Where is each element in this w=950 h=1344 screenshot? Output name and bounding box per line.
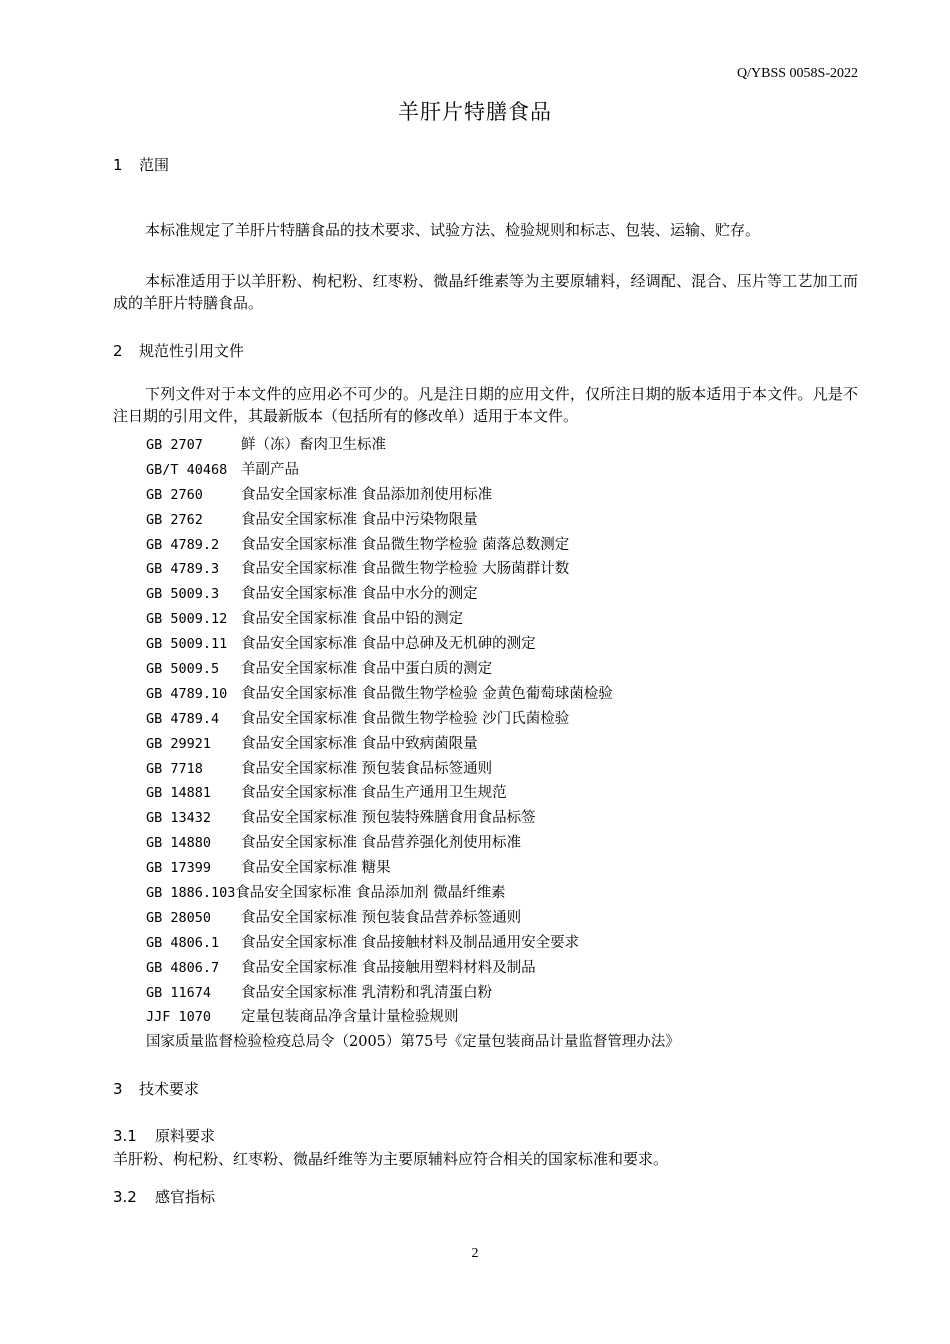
- reference-item: [146, 508, 680, 533]
- reference-title: 食品安全国家标准 食品微生物学检验 沙门氏菌检验: [241, 710, 570, 727]
- reference-title: 食品安全国家标准 食品添加剂使用标准: [241, 486, 493, 503]
- section-number: 3: [113, 1080, 123, 1098]
- subsection-heading-raw-materials: [113, 1125, 215, 1146]
- reference-title: 食品安全国家标准 食品生产通用卫生规范: [241, 785, 507, 802]
- reference-code: GB 5009.5: [146, 661, 220, 678]
- reference-code: GB/T 40468: [146, 461, 228, 478]
- reference-item: [146, 1030, 680, 1055]
- reference-code: JJF 1070: [146, 1009, 212, 1026]
- section-number: 1: [113, 156, 123, 174]
- reference-title: 食品安全国家标准 预包装特殊膳食用食品标签: [241, 810, 536, 827]
- subsection-heading-sensory: [113, 1186, 215, 1207]
- document-code: Q/YBSS 0058S-2022: [737, 66, 858, 81]
- reference-title: 食品安全国家标准 预包装食品营养标签通则: [241, 909, 522, 926]
- reference-title: 食品安全国家标准 食品中蛋白质的测定: [241, 661, 493, 678]
- reference-title: 食品安全国家标准 食品微生物学检验 金黄色葡萄球菌检验: [241, 685, 613, 702]
- reference-code: GB 4789.10: [146, 685, 228, 702]
- references-intro: 下列文件对于本文件的应用必不可少的。凡是注日期的应用文件，仅所注日期的版本适用于本文件。凡是不注日期的引用文件，其最新版本（包括所有的修改单）适用于本文件。: [113, 385, 858, 425]
- reference-item: [146, 557, 680, 582]
- reference-code: GB 29921: [146, 735, 212, 752]
- reference-item: [146, 831, 680, 856]
- reference-code: GB 2760: [146, 486, 203, 503]
- reference-item: [146, 632, 680, 657]
- reference-code: GB 1886.103: [146, 885, 236, 902]
- document-title: 羊肝片特膳食品: [398, 100, 552, 124]
- raw-materials-text: 羊肝粉、枸杞粉、红枣粉、微晶纤维等为主要原辅料应符合相关的国家标准和要求。: [113, 1150, 669, 1168]
- reference-title: 定量包装商品净含量计量检验规则: [241, 1009, 459, 1026]
- subsection-title: 感官指标: [155, 1188, 216, 1206]
- reference-item: [146, 856, 680, 881]
- reference-title: 食品安全国家标准 食品中致病菌限量: [241, 735, 478, 752]
- reference-code: GB 17399: [146, 860, 212, 877]
- reference-item: [146, 582, 680, 607]
- reference-item: [146, 657, 680, 682]
- reference-code: GB 4789.3: [146, 561, 220, 578]
- section-number: 2: [113, 342, 123, 360]
- reference-title: 食品安全国家标准 食品微生物学检验 菌落总数测定: [241, 536, 570, 553]
- reference-item: [146, 881, 680, 906]
- reference-item: [146, 533, 680, 558]
- reference-item: [146, 981, 680, 1006]
- reference-title: 食品安全国家标准 糖果: [241, 860, 391, 877]
- reference-title: 食品安全国家标准 食品中铅的测定: [241, 611, 464, 628]
- reference-code: GB 5009.11: [146, 636, 228, 653]
- reference-item: [146, 458, 680, 483]
- subsection-number: 3.1: [113, 1127, 137, 1145]
- reference-item: [146, 906, 680, 931]
- reference-code: GB 4806.7: [146, 959, 220, 976]
- reference-title: 食品安全国家标准 食品营养强化剂使用标准: [241, 835, 522, 852]
- section-heading-references: [113, 340, 244, 361]
- reference-title: 食品安全国家标准 食品接触用塑料材料及制品: [241, 959, 536, 976]
- section-title: 范围: [139, 156, 170, 174]
- reference-title: 国家质量监督检验检疫总局令（2005）第75号《定量包装商品计量监督管理办法》: [146, 1034, 680, 1051]
- reference-code: GB 4789.2: [146, 536, 220, 553]
- reference-title: 食品安全国家标准 食品中水分的测定: [241, 586, 478, 603]
- reference-code: GB 4789.4: [146, 710, 220, 727]
- reference-code: GB 2762: [146, 511, 203, 528]
- reference-code: GB 13432: [146, 810, 212, 827]
- reference-code: GB 11674: [146, 984, 212, 1001]
- section-title: 规范性引用文件: [139, 342, 245, 360]
- scope-paragraph-1: 本标准规定了羊肝片特膳食品的技术要求、试验方法、检验规则和标志、包装、运输、贮存。: [145, 221, 761, 239]
- reference-item: [146, 433, 680, 458]
- reference-code: GB 7718: [146, 760, 203, 777]
- subsection-title: 原料要求: [155, 1127, 216, 1145]
- page-number: 2: [471, 1246, 479, 1261]
- reference-code: GB 28050: [146, 909, 212, 926]
- reference-item: [146, 757, 680, 782]
- reference-item: [146, 1005, 680, 1030]
- reference-item: [146, 707, 680, 732]
- reference-item: [146, 931, 680, 956]
- reference-item: [146, 682, 680, 707]
- reference-item: [146, 732, 680, 757]
- reference-title: 食品安全国家标准 预包装食品标签通则: [241, 760, 493, 777]
- reference-title: 食品安全国家标准 食品中总砷及无机砷的测定: [241, 636, 536, 653]
- reference-title: 食品安全国家标准 食品微生物学检验 大肠菌群计数: [241, 561, 570, 578]
- reference-item: [146, 806, 680, 831]
- reference-item: [146, 781, 680, 806]
- reference-item: [146, 607, 680, 632]
- reference-title: 食品安全国家标准 食品中污染物限量: [241, 511, 478, 528]
- reference-code: GB 5009.12: [146, 611, 228, 628]
- reference-code: GB 5009.3: [146, 586, 220, 603]
- reference-item: [146, 956, 680, 981]
- reference-code: GB 14880: [146, 835, 212, 852]
- reference-title: 食品安全国家标准 食品添加剂 微晶纤维素: [235, 885, 506, 902]
- reference-list: [146, 433, 680, 1055]
- reference-item: [146, 483, 680, 508]
- reference-code: GB 14881: [146, 785, 212, 802]
- reference-code: GB 2707: [146, 437, 203, 453]
- section-title: 技术要求: [139, 1080, 200, 1098]
- scope-paragraph-2: 本标准适用于以羊肝粉、枸杞粉、红枣粉、微晶纤维素等为主要原辅料，经调配、混合、压片等工艺加工而成的羊肝片特膳食品。: [113, 272, 858, 312]
- section-heading-technical: [113, 1078, 199, 1099]
- reference-title: 食品安全国家标准 乳清粉和乳清蛋白粉: [241, 984, 493, 1001]
- reference-title: 食品安全国家标准 食品接触材料及制品通用安全要求: [241, 934, 580, 951]
- reference-title: 羊副产品: [241, 461, 299, 478]
- reference-title: 鲜（冻）畜肉卫生标准: [241, 437, 386, 453]
- reference-code: GB 4806.1: [146, 934, 220, 951]
- subsection-number: 3.2: [113, 1188, 137, 1206]
- section-heading-scope: [113, 154, 169, 175]
